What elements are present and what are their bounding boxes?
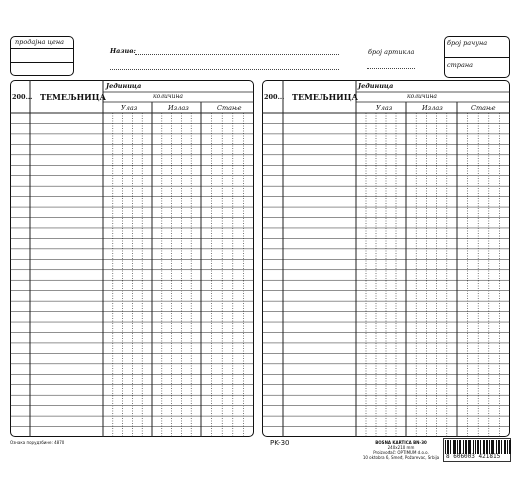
barcode-bar (453, 440, 454, 454)
barcode-bar (445, 440, 446, 454)
page-label: страна (447, 61, 473, 69)
barcode-bar (493, 440, 494, 454)
barcode-bar (483, 440, 484, 454)
barcode-bar (465, 440, 466, 454)
barcode-bar (484, 440, 485, 454)
barcode-bar (486, 440, 487, 454)
barcode-bars (445, 440, 511, 454)
barcode-bar (455, 440, 456, 454)
barcode-bar (487, 440, 488, 454)
ledger-left-unit: Јединица (106, 82, 142, 90)
ledger-right-col-in: Улаз (376, 104, 393, 112)
barcode-bar (475, 440, 476, 454)
ledger-right-quantity: количина (407, 93, 438, 100)
barcode-bar (447, 440, 448, 454)
publisher-block (362, 440, 440, 460)
ledger-left-year: 200... (12, 93, 33, 101)
barcode-bar (468, 440, 469, 454)
ledger-left-col-out: Излаз (168, 104, 189, 112)
barcode-bar (466, 440, 467, 454)
barcode-bar (450, 440, 451, 454)
barcode-bar (470, 440, 471, 454)
barcode-bar (469, 440, 470, 454)
publisher-line: 10 oktobra 6, Smeđ, Požarevac, Srbija (362, 455, 440, 460)
publisher-line: 240x210 mm (387, 445, 415, 450)
barcode-bar (480, 440, 481, 454)
barcode-digits: 8 606003 421815 (446, 453, 501, 460)
barcode-bar (478, 440, 479, 454)
barcode-bar (463, 440, 464, 454)
barcode-bar (477, 440, 478, 454)
publisher-line: BOSNA KARTICA BN-30 (375, 440, 427, 445)
barcode-bar (489, 440, 490, 454)
ledger-right-year: 200... (264, 93, 285, 101)
barcode-bar (498, 440, 499, 454)
barcode (443, 438, 511, 462)
ledger-right-col-out: Излаз (422, 104, 443, 112)
barcode-bar (457, 440, 458, 454)
barcode-bar (473, 440, 474, 454)
ledger-left-quantity: количина (153, 93, 184, 100)
ledger-left-title: ТЕМЕЉНИЦА (40, 92, 106, 102)
price-box-label: продајна цена (15, 38, 65, 46)
order-note: Ознака порудзбине: 4870 (10, 440, 65, 445)
publisher-line: Proizvođač: OPTIMUM d.o.o. (373, 450, 429, 455)
barcode-bar (448, 440, 449, 454)
barcode-bar (454, 440, 455, 454)
article-label: број артикла (368, 48, 415, 56)
barcode-bar (491, 440, 492, 454)
barcode-bar (510, 440, 511, 454)
ledger-right-unit: Јединица (358, 82, 394, 90)
barcode-bar (499, 440, 500, 454)
barcode-bar (504, 440, 505, 454)
ledger-left-col-in: Улаз (121, 104, 138, 112)
ledger-right-title: ТЕМЕЉНИЦА (292, 92, 358, 102)
ledger-left-col-balance: Стање (217, 104, 242, 112)
name-label: Назив: (110, 47, 136, 55)
barcode-bar (459, 440, 460, 454)
barcode-bar (505, 440, 506, 454)
barcode-bar (501, 440, 502, 454)
barcode-bar (460, 440, 461, 454)
form-code: PK-30 (270, 439, 290, 447)
barcode-bar (496, 440, 497, 454)
ledger-right-col-balance: Стање (471, 104, 496, 112)
barcode-bar (507, 440, 508, 454)
account-label: број рачуна (447, 39, 488, 47)
barcode-bar (492, 440, 493, 454)
barcode-bar (509, 440, 510, 454)
